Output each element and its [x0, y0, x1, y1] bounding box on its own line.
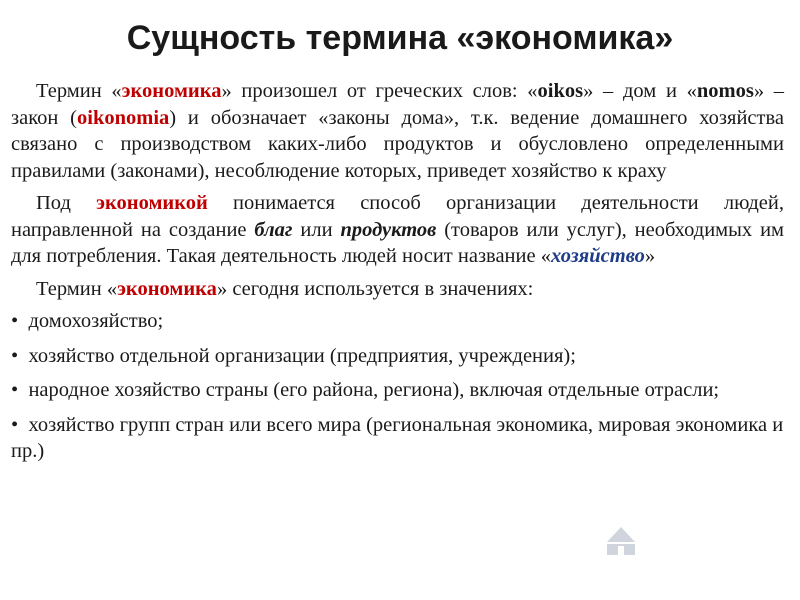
emphasis: хозяйство — [550, 245, 645, 267]
list-item — [11, 308, 784, 335]
text: » — [644, 245, 656, 267]
term-highlight: экономика — [117, 277, 217, 300]
slide-content — [11, 78, 784, 473]
list-item — [11, 343, 784, 370]
bullet-icon: • — [11, 379, 19, 401]
text: » произошел от греческих слов: « — [221, 80, 538, 102]
page-title: Сущность термина «экономика» — [126, 19, 674, 57]
paragraph-definition — [11, 190, 784, 270]
greek-word: nomos — [696, 80, 754, 102]
list-item-text: домохозяйство; — [28, 310, 164, 332]
greek-word: oikonomia — [77, 106, 170, 129]
list-item — [11, 377, 784, 404]
bullet-icon: • — [11, 344, 19, 367]
text: Под — [36, 192, 97, 214]
emphasis: благ — [254, 218, 293, 241]
list-item — [11, 412, 784, 465]
list-item-text: народное хозяйство страны (его района, региона), включая отдельные отрасли; — [28, 379, 720, 401]
emphasis: продуктов — [340, 218, 437, 241]
list-item-text: хозяйство отдельной организации (предприятия, учреждения); — [28, 344, 576, 367]
paragraph-meanings-intro — [11, 276, 784, 303]
bullet-icon: • — [11, 310, 19, 332]
text: или — [292, 218, 341, 241]
text: » – закон ( — [11, 80, 785, 129]
text: Термин « — [36, 80, 122, 102]
text: Термин « — [36, 277, 118, 300]
greek-word: oikos — [537, 80, 584, 102]
watermark-icon — [604, 524, 638, 558]
text: понимается способ организации деятельности людей, направленной на создание — [11, 192, 784, 241]
bullet-icon: • — [11, 413, 19, 436]
list-item-text: хозяйство групп стран или всего мира (региональная экономика, мировая экономика и пр.) — [11, 413, 784, 462]
term-highlight: экономика — [121, 80, 222, 102]
term-highlight: экономикой — [96, 192, 208, 214]
text: ) и обозначает «законы дома», т.к. ведение домашнего хозяйства связано с производством каких-либо продуктов и обусловлено определенными правилами (законами), несоблюдение которых, приведет хозяйство к краху — [11, 106, 784, 182]
text: » сегодня используется в значениях: — [216, 277, 534, 300]
text: (товаров или услуг), необходимых им для потребления. Такая деятельность людей носит название « — [11, 218, 785, 267]
text: » – дом и « — [583, 80, 697, 102]
paragraph-etymology — [11, 78, 784, 184]
